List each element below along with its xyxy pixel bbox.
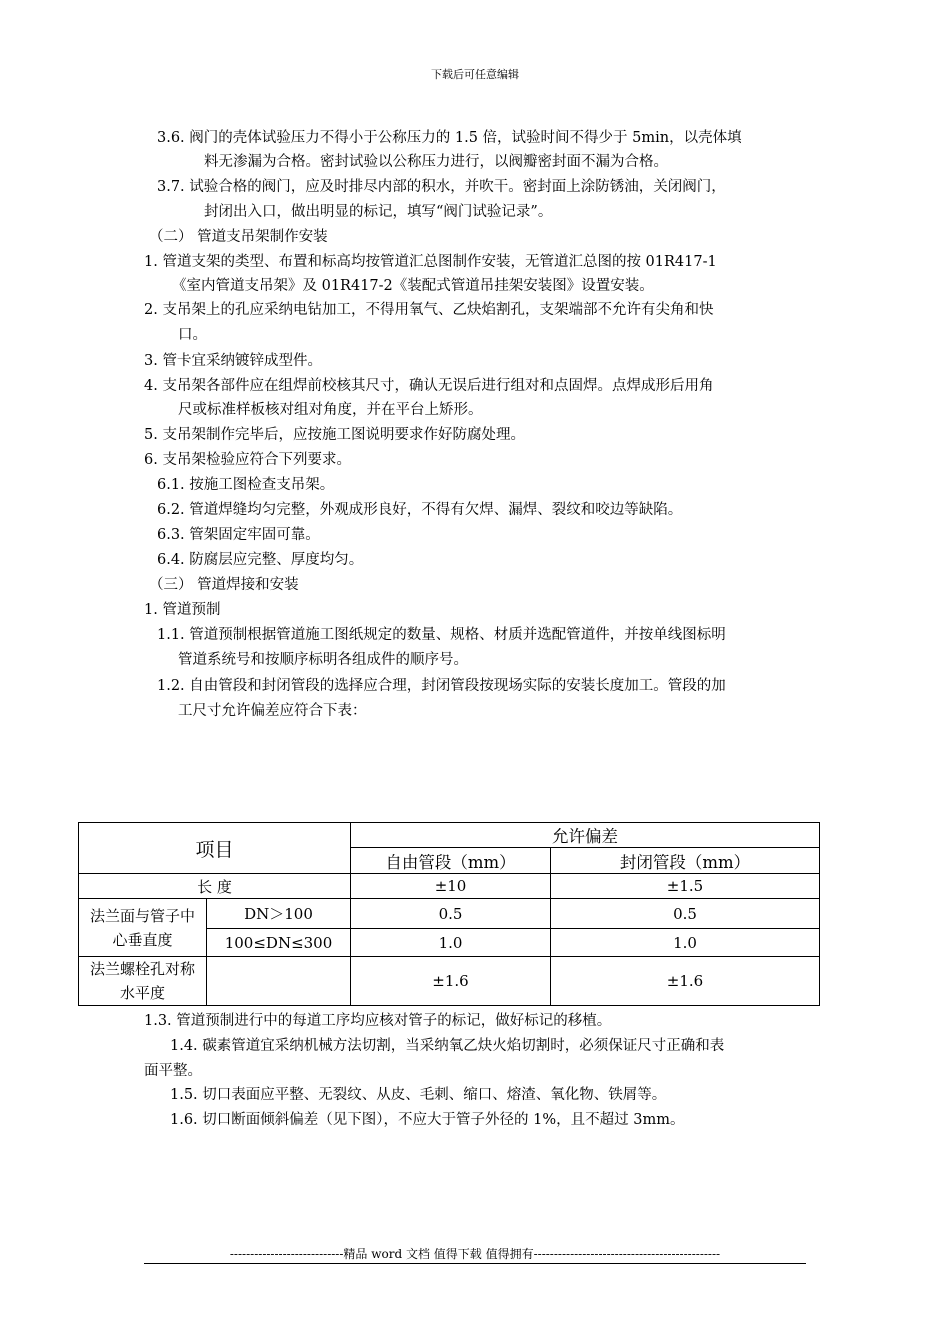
header-free-segment: 自由管段（mm） (351, 848, 551, 874)
section-heading: （二） 管道支吊架制作安装 (149, 229, 328, 245)
row-length-closed: ±1.5 (551, 874, 820, 899)
text-line: 1. 管道预制 (144, 602, 221, 618)
text-line: 料无渗漏为合格。密封试验以公称压力进行，以阀瓣密封面不漏为合格。 (204, 154, 668, 170)
text-line: 6.2. 管道焊缝均匀完整，外观成形良好，不得有欠焊、漏焊、裂纹和咬边等缺陷。 (157, 502, 683, 518)
page-header: 下载后可任意编辑 (431, 68, 519, 81)
text-line: 3. 管卡宜采纳镀锌成型件。 (144, 353, 322, 369)
text-line: 6.3. 管架固定牢固可靠。 (157, 527, 320, 543)
header-deviation: 允许偏差 (351, 823, 820, 848)
text-line: 面平整。 (144, 1063, 202, 1079)
section-heading: （三） 管道焊接和安装 (149, 577, 299, 593)
row-bolt-hole-free: ±1.6 (351, 957, 551, 1006)
row-length-item: 长 度 (79, 874, 351, 899)
row-flange-perp-sub2: 100≤DN≤300 (207, 929, 351, 957)
footer-divider (144, 1263, 806, 1264)
header-closed-segment: 封闭管段（mm） (551, 848, 820, 874)
text-line: 1.2. 自由管段和封闭管段的选择应合理，封闭管段按现场实际的安装长度加工。管段的加 (157, 678, 726, 694)
text-line: 3.6. 阀门的壳体试验压力不得小于公称压力的 1.5 倍，试验时间不得少于 5min，以壳体填 (157, 130, 742, 146)
text-line: 1.5. 切口表面应平整、无裂纹、从皮、毛刺、缩口、熔渣、氧化物、铁屑等。 (170, 1087, 667, 1103)
row-flange-perp-closed1: 0.5 (551, 899, 820, 929)
page-footer: ----------------------------精品 word 文档 值得下载 值得拥有---------------------------------------------- (229, 1247, 721, 1261)
text-line: 6.1. 按施工图检查支吊架。 (157, 477, 335, 493)
row-flange-perp-sub1: DN＞100 (207, 899, 351, 929)
text-line: 6. 支吊架检验应符合下列要求。 (144, 452, 351, 468)
text-line: 6.4. 防腐层应完整、厚度均匀。 (157, 552, 364, 568)
row-flange-perp-free1: 0.5 (351, 899, 551, 929)
text-line: 口。 (178, 327, 207, 343)
text-line: 4. 支吊架各部件应在组焊前校核其尺寸，确认无误后进行组对和点固焊。点焊成形后用角 (144, 378, 714, 394)
row-flange-perp-free2: 1.0 (351, 929, 551, 957)
tolerance-table (78, 822, 820, 1006)
text-line: 1.1. 管道预制根据管道施工图纸规定的数量、规格、材质并选配管道件，并按单线图标明 (157, 627, 726, 643)
text-line: 封闭出入口，做出明显的标记，填写“阀门试验记录”。 (204, 204, 553, 220)
row-flange-perp-item: 法兰面与管子中心垂直度 (79, 899, 207, 957)
text-line: 《室内管道支吊架》及 01R417-2《装配式管道吊挂架安装图》设置安装。 (172, 278, 654, 294)
row-bolt-hole-sub (207, 957, 351, 1006)
text-line: 3.7. 试验合格的阀门，应及时排尽内部的积水，并吹干。密封面上涂防锈油，关闭阀门， (157, 179, 726, 195)
text-line: 2. 支吊架上的孔应采纳电钻加工，不得用氧气、乙炔焰割孔，支架端部不允许有尖角和快 (144, 302, 714, 318)
row-flange-perp-closed2: 1.0 (551, 929, 820, 957)
text-line: 1.3. 管道预制进行中的每道工序均应核对管子的标记，做好标记的移植。 (144, 1013, 612, 1029)
text-line: 5. 支吊架制作完毕后，应按施工图说明要求作好防腐处理。 (144, 427, 525, 443)
text-line: 1.4. 碳素管道宜采纳机械方法切割，当采纳氧乙炔火焰切割时，必须保证尺寸正确和表 (170, 1038, 725, 1054)
text-line: 1. 管道支架的类型、布置和标高均按管道汇总图制作安装，无管道汇总图的按 01R417-1 (144, 254, 717, 270)
text-line: 1.6. 切口断面倾斜偏差（见下图），不应大于管子外径的 1%，且不超过 3mm。 (170, 1112, 685, 1128)
row-bolt-hole-closed: ±1.6 (551, 957, 820, 1006)
row-bolt-hole-item: 法兰螺栓孔对称水平度 (79, 957, 207, 1006)
text-line: 尺或标准样板核对组对角度，并在平台上矫形。 (178, 402, 483, 418)
row-length-free: ±10 (351, 874, 551, 899)
header-item: 项目 (79, 823, 351, 874)
text-line: 工尺寸允许偏差应符合下表： (178, 703, 367, 719)
text-line: 管道系统号和按顺序标明各组成件的顺序号。 (178, 652, 468, 668)
